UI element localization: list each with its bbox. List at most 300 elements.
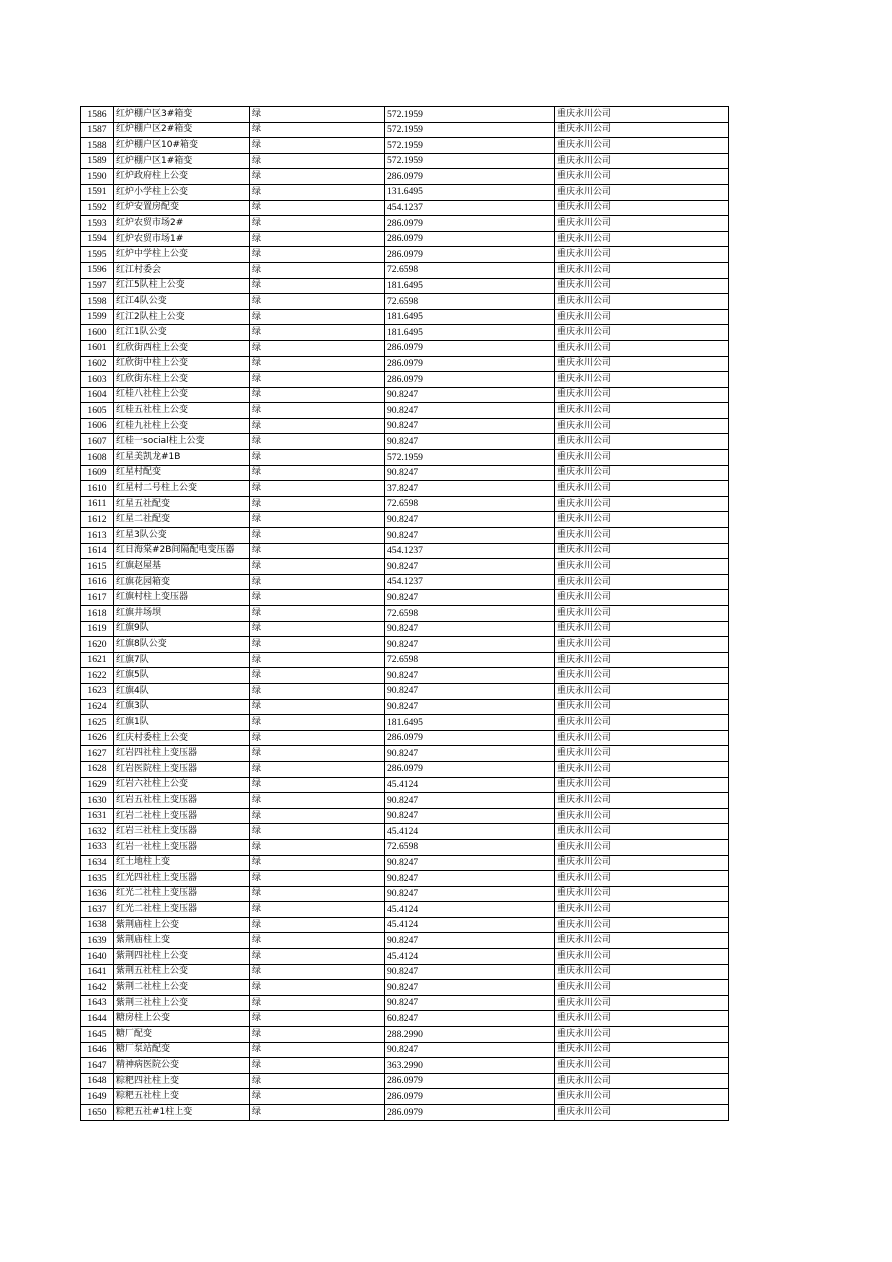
table-row xyxy=(81,590,729,606)
row-index: 1643 xyxy=(81,995,114,1011)
row-color: 绿 xyxy=(250,668,385,684)
row-company: 重庆永川公司 xyxy=(555,902,729,918)
row-color: 绿 xyxy=(250,450,385,466)
row-value: 90.8247 xyxy=(385,418,555,434)
row-name: 紫荆五社柱上公变 xyxy=(114,964,250,980)
row-color: 绿 xyxy=(250,590,385,606)
row-value: 286.0979 xyxy=(385,247,555,263)
row-index: 1591 xyxy=(81,184,114,200)
row-index: 1608 xyxy=(81,450,114,466)
row-name: 红旗村柱上变压器 xyxy=(114,590,250,606)
row-value: 37.8247 xyxy=(385,481,555,497)
row-index: 1599 xyxy=(81,309,114,325)
row-index: 1631 xyxy=(81,808,114,824)
row-value: 454.1237 xyxy=(385,543,555,559)
row-name: 红炉棚户区2#箱变 xyxy=(114,122,250,138)
row-color: 绿 xyxy=(250,278,385,294)
table-row xyxy=(81,216,729,232)
row-color: 绿 xyxy=(250,793,385,809)
row-index: 1647 xyxy=(81,1058,114,1074)
row-name: 红庆村委柱上公变 xyxy=(114,730,250,746)
row-value: 72.6598 xyxy=(385,652,555,668)
row-company: 重庆永川公司 xyxy=(555,964,729,980)
row-company: 重庆永川公司 xyxy=(555,200,729,216)
row-value: 90.8247 xyxy=(385,559,555,575)
row-index: 1592 xyxy=(81,200,114,216)
row-color: 绿 xyxy=(250,559,385,575)
row-value: 572.1959 xyxy=(385,153,555,169)
row-index: 1641 xyxy=(81,964,114,980)
row-company: 重庆永川公司 xyxy=(555,1011,729,1027)
row-value: 45.4124 xyxy=(385,777,555,793)
row-company: 重庆永川公司 xyxy=(555,777,729,793)
row-index: 1630 xyxy=(81,793,114,809)
row-name: 红旗4队 xyxy=(114,683,250,699)
row-name: 红星二社配变 xyxy=(114,512,250,528)
row-company: 重庆永川公司 xyxy=(555,1058,729,1074)
row-name: 红炉小学柱上公变 xyxy=(114,184,250,200)
table-row xyxy=(81,995,729,1011)
row-index: 1644 xyxy=(81,1011,114,1027)
row-index: 1593 xyxy=(81,216,114,232)
row-index: 1648 xyxy=(81,1073,114,1089)
table-row xyxy=(81,1011,729,1027)
table-row xyxy=(81,247,729,263)
row-name: 红日海棠#2B间隔配电变压器 xyxy=(114,543,250,559)
row-company: 重庆永川公司 xyxy=(555,512,729,528)
row-index: 1606 xyxy=(81,418,114,434)
row-company: 重庆永川公司 xyxy=(555,418,729,434)
row-name: 红桂一social柱上公变 xyxy=(114,434,250,450)
row-value: 288.2990 xyxy=(385,1027,555,1043)
table-row xyxy=(81,528,729,544)
row-color: 绿 xyxy=(250,356,385,372)
row-name: 红江2队柱上公变 xyxy=(114,309,250,325)
row-index: 1638 xyxy=(81,917,114,933)
row-name: 红炉政府柱上公变 xyxy=(114,169,250,185)
table-row xyxy=(81,699,729,715)
table-row xyxy=(81,886,729,902)
row-name: 红旗9队 xyxy=(114,621,250,637)
row-value: 286.0979 xyxy=(385,231,555,247)
table-row xyxy=(81,917,729,933)
row-name: 红旗5队 xyxy=(114,668,250,684)
row-name: 红江4队公变 xyxy=(114,294,250,310)
row-company: 重庆永川公司 xyxy=(555,387,729,403)
table-row xyxy=(81,793,729,809)
table-row xyxy=(81,387,729,403)
row-name: 红土地柱上变 xyxy=(114,855,250,871)
row-index: 1604 xyxy=(81,387,114,403)
row-value: 454.1237 xyxy=(385,200,555,216)
row-name: 红江5队柱上公变 xyxy=(114,278,250,294)
table-row xyxy=(81,543,729,559)
row-index: 1589 xyxy=(81,153,114,169)
row-color: 绿 xyxy=(250,340,385,356)
row-name: 红光四社柱上变压器 xyxy=(114,871,250,887)
row-index: 1611 xyxy=(81,496,114,512)
row-value: 90.8247 xyxy=(385,699,555,715)
table-row xyxy=(81,325,729,341)
table-row xyxy=(81,107,729,123)
row-name: 红旗花园箱变 xyxy=(114,574,250,590)
row-value: 181.6495 xyxy=(385,715,555,731)
row-color: 绿 xyxy=(250,372,385,388)
table-row xyxy=(81,434,729,450)
row-company: 重庆永川公司 xyxy=(555,122,729,138)
row-value: 572.1959 xyxy=(385,122,555,138)
row-value: 90.8247 xyxy=(385,403,555,419)
row-company: 重庆永川公司 xyxy=(555,372,729,388)
row-color: 绿 xyxy=(250,138,385,154)
row-index: 1590 xyxy=(81,169,114,185)
row-company: 重庆永川公司 xyxy=(555,278,729,294)
row-color: 绿 xyxy=(250,1105,385,1121)
table-row xyxy=(81,418,729,434)
row-company: 重庆永川公司 xyxy=(555,1073,729,1089)
row-color: 绿 xyxy=(250,1011,385,1027)
row-value: 72.6598 xyxy=(385,606,555,622)
row-name: 紫荆庙柱上变 xyxy=(114,933,250,949)
row-name: 红岩一社柱上变压器 xyxy=(114,839,250,855)
table-row xyxy=(81,808,729,824)
row-company: 重庆永川公司 xyxy=(555,621,729,637)
row-color: 绿 xyxy=(250,574,385,590)
row-index: 1598 xyxy=(81,294,114,310)
table-row xyxy=(81,465,729,481)
row-company: 重庆永川公司 xyxy=(555,980,729,996)
row-index: 1646 xyxy=(81,1042,114,1058)
table-row xyxy=(81,1073,729,1089)
row-company: 重庆永川公司 xyxy=(555,683,729,699)
row-company: 重庆永川公司 xyxy=(555,1089,729,1105)
row-index: 1620 xyxy=(81,637,114,653)
row-company: 重庆永川公司 xyxy=(555,450,729,466)
row-company: 重庆永川公司 xyxy=(555,808,729,824)
row-company: 重庆永川公司 xyxy=(555,169,729,185)
row-color: 绿 xyxy=(250,902,385,918)
row-value: 90.8247 xyxy=(385,637,555,653)
row-value: 286.0979 xyxy=(385,730,555,746)
row-index: 1600 xyxy=(81,325,114,341)
row-index: 1594 xyxy=(81,231,114,247)
row-index: 1601 xyxy=(81,340,114,356)
table-row xyxy=(81,200,729,216)
row-color: 绿 xyxy=(250,855,385,871)
row-index: 1623 xyxy=(81,683,114,699)
row-value: 90.8247 xyxy=(385,528,555,544)
row-color: 绿 xyxy=(250,683,385,699)
table-row xyxy=(81,621,729,637)
row-color: 绿 xyxy=(250,543,385,559)
row-color: 绿 xyxy=(250,294,385,310)
row-index: 1636 xyxy=(81,886,114,902)
row-name: 红星村二号柱上公变 xyxy=(114,481,250,497)
row-name: 红星美凯龙#1B xyxy=(114,450,250,466)
row-value: 286.0979 xyxy=(385,1073,555,1089)
row-index: 1637 xyxy=(81,902,114,918)
row-company: 重庆永川公司 xyxy=(555,793,729,809)
row-index: 1617 xyxy=(81,590,114,606)
row-value: 90.8247 xyxy=(385,590,555,606)
row-name: 红炉棚户区1#箱变 xyxy=(114,153,250,169)
row-company: 重庆永川公司 xyxy=(555,309,729,325)
row-value: 45.4124 xyxy=(385,824,555,840)
table-row xyxy=(81,403,729,419)
row-company: 重庆永川公司 xyxy=(555,824,729,840)
table-row xyxy=(81,683,729,699)
row-index: 1633 xyxy=(81,839,114,855)
row-color: 绿 xyxy=(250,761,385,777)
row-index: 1607 xyxy=(81,434,114,450)
row-value: 286.0979 xyxy=(385,356,555,372)
row-name: 红欣街中柱上公变 xyxy=(114,356,250,372)
row-value: 90.8247 xyxy=(385,746,555,762)
row-company: 重庆永川公司 xyxy=(555,340,729,356)
row-name: 红旗井场坝 xyxy=(114,606,250,622)
row-index: 1597 xyxy=(81,278,114,294)
row-name: 红桂五社柱上公变 xyxy=(114,403,250,419)
row-value: 131.6495 xyxy=(385,184,555,200)
row-value: 90.8247 xyxy=(385,683,555,699)
row-index: 1588 xyxy=(81,138,114,154)
row-color: 绿 xyxy=(250,621,385,637)
row-color: 绿 xyxy=(250,917,385,933)
row-index: 1609 xyxy=(81,465,114,481)
row-company: 重庆永川公司 xyxy=(555,949,729,965)
row-index: 1650 xyxy=(81,1105,114,1121)
row-company: 重庆永川公司 xyxy=(555,730,729,746)
row-color: 绿 xyxy=(250,964,385,980)
row-company: 重庆永川公司 xyxy=(555,652,729,668)
row-index: 1628 xyxy=(81,761,114,777)
row-index: 1615 xyxy=(81,559,114,575)
row-value: 90.8247 xyxy=(385,621,555,637)
row-name: 红桂九社柱上公变 xyxy=(114,418,250,434)
row-index: 1622 xyxy=(81,668,114,684)
table-row xyxy=(81,450,729,466)
row-company: 重庆永川公司 xyxy=(555,886,729,902)
row-index: 1616 xyxy=(81,574,114,590)
row-name: 红光二社柱上变压器 xyxy=(114,902,250,918)
row-name: 粽粑五社#1柱上变 xyxy=(114,1105,250,1121)
row-index: 1612 xyxy=(81,512,114,528)
row-value: 90.8247 xyxy=(385,793,555,809)
row-index: 1614 xyxy=(81,543,114,559)
row-index: 1624 xyxy=(81,699,114,715)
row-company: 重庆永川公司 xyxy=(555,138,729,154)
row-index: 1632 xyxy=(81,824,114,840)
row-color: 绿 xyxy=(250,1027,385,1043)
row-color: 绿 xyxy=(250,871,385,887)
row-company: 重庆永川公司 xyxy=(555,715,729,731)
row-index: 1639 xyxy=(81,933,114,949)
row-color: 绿 xyxy=(250,153,385,169)
row-color: 绿 xyxy=(250,528,385,544)
table-row xyxy=(81,1105,729,1121)
row-company: 重庆永川公司 xyxy=(555,216,729,232)
row-name: 红炉棚户区3#箱变 xyxy=(114,107,250,123)
row-company: 重庆永川公司 xyxy=(555,933,729,949)
table-row xyxy=(81,652,729,668)
row-name: 紫荆庙柱上公变 xyxy=(114,917,250,933)
row-color: 绿 xyxy=(250,403,385,419)
row-name: 紫荆三社柱上公变 xyxy=(114,995,250,1011)
row-company: 重庆永川公司 xyxy=(555,465,729,481)
row-color: 绿 xyxy=(250,1089,385,1105)
row-value: 286.0979 xyxy=(385,372,555,388)
table-row xyxy=(81,309,729,325)
row-company: 重庆永川公司 xyxy=(555,839,729,855)
row-index: 1627 xyxy=(81,746,114,762)
row-color: 绿 xyxy=(250,325,385,341)
row-color: 绿 xyxy=(250,839,385,855)
row-company: 重庆永川公司 xyxy=(555,590,729,606)
row-company: 重庆永川公司 xyxy=(555,699,729,715)
row-index: 1595 xyxy=(81,247,114,263)
table-row xyxy=(81,512,729,528)
row-name: 红旗8队公变 xyxy=(114,637,250,653)
row-color: 绿 xyxy=(250,824,385,840)
row-value: 72.6598 xyxy=(385,294,555,310)
row-color: 绿 xyxy=(250,933,385,949)
row-name: 红欣街东柱上公变 xyxy=(114,372,250,388)
row-color: 绿 xyxy=(250,699,385,715)
table-row xyxy=(81,715,729,731)
row-value: 181.6495 xyxy=(385,278,555,294)
row-name: 红岩医院柱上变压器 xyxy=(114,761,250,777)
row-index: 1635 xyxy=(81,871,114,887)
row-color: 绿 xyxy=(250,606,385,622)
row-name: 红光二社柱上变压器 xyxy=(114,886,250,902)
row-color: 绿 xyxy=(250,107,385,123)
row-company: 重庆永川公司 xyxy=(555,668,729,684)
row-company: 重庆永川公司 xyxy=(555,917,729,933)
row-value: 90.8247 xyxy=(385,668,555,684)
row-company: 重庆永川公司 xyxy=(555,247,729,263)
table-row xyxy=(81,871,729,887)
row-name: 红江1队公变 xyxy=(114,325,250,341)
row-color: 绿 xyxy=(250,715,385,731)
row-index: 1603 xyxy=(81,372,114,388)
row-value: 454.1237 xyxy=(385,574,555,590)
table-row xyxy=(81,839,729,855)
table-row xyxy=(81,730,729,746)
row-value: 572.1959 xyxy=(385,450,555,466)
row-company: 重庆永川公司 xyxy=(555,871,729,887)
table-row xyxy=(81,138,729,154)
row-value: 90.8247 xyxy=(385,980,555,996)
row-company: 重庆永川公司 xyxy=(555,995,729,1011)
row-color: 绿 xyxy=(250,169,385,185)
row-index: 1626 xyxy=(81,730,114,746)
table-row xyxy=(81,294,729,310)
row-color: 绿 xyxy=(250,262,385,278)
row-company: 重庆永川公司 xyxy=(555,184,729,200)
row-company: 重庆永川公司 xyxy=(555,403,729,419)
row-company: 重庆永川公司 xyxy=(555,356,729,372)
row-index: 1602 xyxy=(81,356,114,372)
row-value: 286.0979 xyxy=(385,340,555,356)
row-value: 45.4124 xyxy=(385,902,555,918)
row-value: 90.8247 xyxy=(385,964,555,980)
row-name: 红旗3队 xyxy=(114,699,250,715)
row-index: 1605 xyxy=(81,403,114,419)
row-value: 45.4124 xyxy=(385,949,555,965)
row-color: 绿 xyxy=(250,730,385,746)
row-name: 红旗1队 xyxy=(114,715,250,731)
row-company: 重庆永川公司 xyxy=(555,107,729,123)
row-value: 90.8247 xyxy=(385,387,555,403)
row-value: 181.6495 xyxy=(385,309,555,325)
row-index: 1586 xyxy=(81,107,114,123)
row-name: 糖厂配变 xyxy=(114,1027,250,1043)
table-row xyxy=(81,356,729,372)
row-name: 红炉农贸市场1# xyxy=(114,231,250,247)
row-name: 红炉棚户区10#箱变 xyxy=(114,138,250,154)
row-color: 绿 xyxy=(250,886,385,902)
row-name: 糖厂泵站配变 xyxy=(114,1042,250,1058)
row-company: 重庆永川公司 xyxy=(555,434,729,450)
row-index: 1625 xyxy=(81,715,114,731)
row-name: 糖房柱上公变 xyxy=(114,1011,250,1027)
table-container xyxy=(80,106,728,1121)
row-value: 181.6495 xyxy=(385,325,555,341)
table-row xyxy=(81,340,729,356)
row-company: 重庆永川公司 xyxy=(555,325,729,341)
row-index: 1621 xyxy=(81,652,114,668)
table-row xyxy=(81,1089,729,1105)
table-row xyxy=(81,184,729,200)
row-value: 90.8247 xyxy=(385,871,555,887)
row-value: 90.8247 xyxy=(385,886,555,902)
row-color: 绿 xyxy=(250,247,385,263)
table-row xyxy=(81,481,729,497)
table-row xyxy=(81,372,729,388)
row-color: 绿 xyxy=(250,980,385,996)
table-row xyxy=(81,933,729,949)
row-name: 红炉农贸市场2# xyxy=(114,216,250,232)
row-index: 1629 xyxy=(81,777,114,793)
table-row xyxy=(81,1058,729,1074)
row-index: 1610 xyxy=(81,481,114,497)
row-index: 1642 xyxy=(81,980,114,996)
row-color: 绿 xyxy=(250,122,385,138)
table-row xyxy=(81,746,729,762)
row-value: 60.8247 xyxy=(385,1011,555,1027)
row-color: 绿 xyxy=(250,200,385,216)
row-name: 红星五社配变 xyxy=(114,496,250,512)
row-company: 重庆永川公司 xyxy=(555,543,729,559)
row-company: 重庆永川公司 xyxy=(555,637,729,653)
row-color: 绿 xyxy=(250,637,385,653)
table-row xyxy=(81,496,729,512)
row-name: 红桂八社柱上公变 xyxy=(114,387,250,403)
row-name: 红星3队公变 xyxy=(114,528,250,544)
row-value: 90.8247 xyxy=(385,465,555,481)
table-row xyxy=(81,949,729,965)
row-index: 1587 xyxy=(81,122,114,138)
table-row xyxy=(81,169,729,185)
table-row xyxy=(81,278,729,294)
row-color: 绿 xyxy=(250,496,385,512)
table-row xyxy=(81,574,729,590)
table-row xyxy=(81,668,729,684)
table-row xyxy=(81,964,729,980)
row-company: 重庆永川公司 xyxy=(555,606,729,622)
row-name: 红旗7队 xyxy=(114,652,250,668)
row-name: 红江村委会 xyxy=(114,262,250,278)
